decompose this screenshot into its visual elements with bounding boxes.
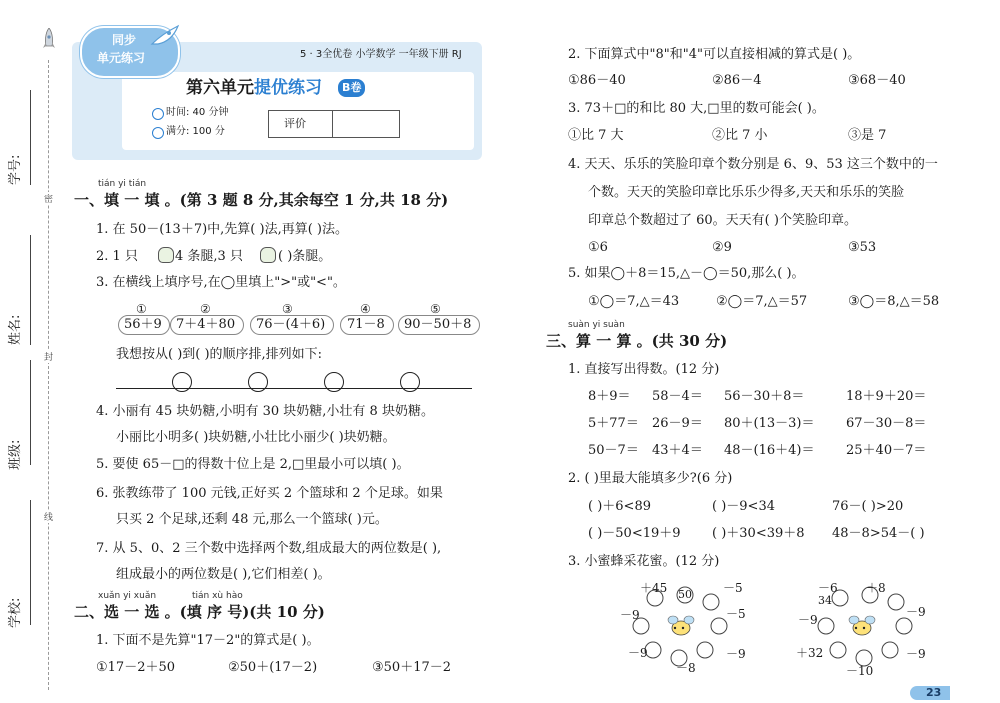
part2-pinyin-1: xuǎn yi xuǎn <box>98 591 157 601</box>
calc-3-3[interactable]: 48－(16＋4)＝ <box>724 443 815 458</box>
title-kind: 提优练习 <box>254 78 322 98</box>
flower1-label-4: －5 <box>726 607 746 621</box>
student-id-line[interactable] <box>30 90 31 185</box>
flower2-label-5: ＋32 <box>796 646 824 660</box>
flower1-label-3: －9 <box>620 608 640 622</box>
p2-q3: 3. 73＋□的和比 80 大,□里的数可能会( )。 <box>568 101 825 116</box>
flower2-label-3: －9 <box>798 613 818 627</box>
calc-3-2[interactable]: 43＋4＝ <box>652 443 703 458</box>
calc-2-1[interactable]: 5＋77＝ <box>588 416 639 431</box>
p1-q4-line1: 4. 小丽有 45 块奶糖,小明有 30 块奶糖,小壮有 8 块奶糖。 <box>96 404 434 419</box>
p2-q1: 1. 下面不是先算"17－2"的算式是( )。 <box>96 633 320 648</box>
student-id-label: 学号: <box>8 154 23 185</box>
badge-line1: 同步 <box>112 33 137 47</box>
title-unit: 第六单元 <box>186 78 254 98</box>
p3-q1: 1. 直接写出得数。(12 分) <box>568 362 720 377</box>
frog-icon <box>158 247 174 263</box>
fill-1-1[interactable]: ( )＋6<89 <box>588 499 651 514</box>
part3-pinyin: suàn yi suàn <box>568 320 625 330</box>
p1-q4-line2: 小丽比小明多( )块奶糖,小壮比小丽少( )块奶糖。 <box>116 430 396 445</box>
calc-2-4[interactable]: 67－30－8＝ <box>846 416 927 431</box>
page-title <box>186 78 322 98</box>
part1-heading: 一、填 一 填 。(第 3 题 8 分,其余每空 1 分,共 18 分) <box>74 191 449 209</box>
p1-q1: 1. 在 50－(13＋7)中,先算( )法,再算( )法。 <box>96 222 348 237</box>
p2-q1-opt-3[interactable]: ③50＋17－2 <box>372 660 452 675</box>
flower1-label-5: －9 <box>628 646 648 660</box>
p2-q3-opt-1[interactable]: ①比 7 大 <box>568 128 624 143</box>
p1-q2-b: 4 条腿,3 只 <box>175 249 243 264</box>
flower1-label-7: －8 <box>676 661 696 675</box>
flower2-center: 34 <box>818 594 832 607</box>
p1-q7-line2: 组成最小的两位数是( ),它们相差( )。 <box>116 567 331 582</box>
p2-q4-line2: 个数。天天的笑脸印章比乐乐少得多,天天和乐乐的笑脸 <box>588 185 905 200</box>
title-tag: B卷 <box>338 79 365 97</box>
eval-label: 评价 <box>284 117 306 130</box>
p2-q1-opt-1[interactable]: ①17－2＋50 <box>96 660 176 675</box>
compare-circle-3[interactable] <box>324 372 344 392</box>
p2-q4-line3: 印章总个数超过了 60。天天有( )个笑脸印章。 <box>588 213 857 228</box>
p1-q2-c: ( )条腿。 <box>278 249 332 264</box>
order-blank-4[interactable] <box>348 372 398 388</box>
order-blank-1[interactable] <box>116 372 166 388</box>
school-label: 学校: <box>8 597 23 628</box>
order-blank-3[interactable] <box>272 372 322 388</box>
calc-1-4[interactable]: 18＋9＋20＝ <box>846 389 927 404</box>
card-2-num: ② <box>200 302 211 316</box>
badge-line2: 单元练习 <box>97 51 146 65</box>
p3-q3: 3. 小蜜蜂采花蜜。(12 分) <box>568 554 720 569</box>
p3-q2: 2. ( )里最大能填多少?(6 分) <box>568 471 733 486</box>
flower1-label-2: －5 <box>723 581 743 595</box>
calc-2-3[interactable]: 80＋(13－3)＝ <box>724 416 815 431</box>
frog-icon <box>260 247 276 263</box>
calc-3-4[interactable]: 25＋40－7＝ <box>846 443 927 458</box>
flower2-label-4: －9 <box>906 605 926 619</box>
school-line[interactable] <box>30 500 31 625</box>
flower2-label-1: －6 <box>818 581 838 595</box>
calc-1-1[interactable]: 8＋9＝ <box>588 389 631 404</box>
p2-q4-line1: 4. 天天、乐乐的笑脸印章个数分别是 6、9、53 这三个数中的一 <box>568 157 938 172</box>
p2-q2: 2. 下面算式中"8"和"4"可以直接相减的算式是( )。 <box>568 47 861 62</box>
p2-q5: 5. 如果◯＋8＝15,△－◯＝50,那么( )。 <box>568 266 805 281</box>
p2-q2-opt-1[interactable]: ①86－40 <box>568 73 626 88</box>
series-info: 5 · 3全优卷 小学数学 一年级下册 RJ <box>300 49 462 60</box>
rocket-icon <box>150 24 180 50</box>
p2-q4-opt-3[interactable]: ③53 <box>848 240 877 255</box>
order-blank-2[interactable] <box>196 372 246 388</box>
flower1-label-6: －9 <box>726 647 746 661</box>
p2-q3-opt-3[interactable]: ③是 7 <box>848 128 887 143</box>
cut-line <box>48 60 49 690</box>
fill-1-3[interactable]: 76－( )>20 <box>832 499 904 514</box>
p2-q5-opt-1[interactable]: ①◯＝7,△＝43 <box>588 294 680 309</box>
p1-q6-line1: 6. 张教练带了 100 元钱,正好买 2 个篮球和 2 个足球。如果 <box>96 486 443 501</box>
seal-mark-feng: 封 <box>44 350 53 363</box>
class-line[interactable] <box>30 360 31 465</box>
flower2-label-7: －10 <box>846 664 874 678</box>
page-number: 23 <box>926 686 942 699</box>
compare-circle-4[interactable] <box>400 372 420 392</box>
p2-q2-opt-2[interactable]: ②86－4 <box>712 73 762 88</box>
card-4-num: ④ <box>360 302 371 316</box>
part3-heading: 三、算 一 算 。(共 30 分) <box>546 332 728 350</box>
p2-q5-opt-2[interactable]: ②◯＝7,△＝57 <box>716 294 808 309</box>
p2-q3-opt-2[interactable]: ②比 7 小 <box>712 128 768 143</box>
card-5-num: ⑤ <box>430 302 441 316</box>
flower2-label-6: －9 <box>906 647 926 661</box>
p1-q7-line1: 7. 从 5、0、2 三个数中选择两个数,组成最大的两位数是( ), <box>96 541 442 556</box>
eval-input[interactable] <box>334 111 396 135</box>
name-label: 姓名: <box>8 314 23 345</box>
compare-circle-2[interactable] <box>248 372 268 392</box>
seal-mark-mi: 密 <box>44 192 53 205</box>
flower1-label-1: ＋45 <box>640 581 668 595</box>
full-score: 满分: 100 分 <box>166 126 225 137</box>
class-label: 班级: <box>8 439 23 470</box>
rocket-icon <box>42 28 56 58</box>
part2-pinyin-2: tián xù hào <box>192 591 243 601</box>
fill-2-1[interactable]: ( )－50<19＋9 <box>588 526 681 541</box>
card-1-expr: 56＋9 <box>124 317 162 332</box>
calc-2-2[interactable]: 26－9＝ <box>652 416 703 431</box>
compare-circle-1[interactable] <box>172 372 192 392</box>
card-3-expr: 76－(4＋6) <box>256 317 326 332</box>
name-line[interactable] <box>30 235 31 345</box>
p1-q2-a: 2. 1 只 <box>96 249 138 264</box>
card-2-expr: 7＋4＋80 <box>176 317 236 332</box>
calc-1-2[interactable]: 58－4＝ <box>652 389 703 404</box>
p1-q3-order: 我想按从( )到( )的顺序排,排列如下: <box>116 347 323 362</box>
card-3-num: ③ <box>282 302 293 316</box>
p2-q4-opt-1[interactable]: ①6 <box>588 240 608 255</box>
calc-3-1[interactable]: 50－7＝ <box>588 443 639 458</box>
fill-2-2[interactable]: ( )＋30<39＋8 <box>712 526 805 541</box>
p2-q1-opt-2[interactable]: ②50＋(17－2) <box>228 660 318 675</box>
p1-q5: 5. 要使 65－□的得数十位上是 2,□里最小可以填( )。 <box>96 457 410 472</box>
p2-q4-opt-2[interactable]: ②9 <box>712 240 732 255</box>
clock-icon <box>152 108 164 120</box>
fill-2-3[interactable]: 48－8>54－( ) <box>832 526 925 541</box>
p1-q6-line2: 只买 2 个足球,还剩 48 元,那么一个篮球( )元。 <box>116 512 388 527</box>
card-1-num: ① <box>136 302 147 316</box>
part1-pinyin: tián yi tián <box>98 179 147 189</box>
card-5-expr: 90－50＋8 <box>404 317 472 332</box>
flower2-label-2: ＋8 <box>866 581 886 595</box>
flower1-center: 50 <box>678 588 692 601</box>
order-line <box>116 388 472 389</box>
part2-heading: 二、选 一 选 。(填 序 号)(共 10 分) <box>74 603 325 621</box>
time-limit: 时间: 40 分钟 <box>166 107 229 118</box>
p2-q2-opt-3[interactable]: ③68－40 <box>848 73 906 88</box>
p2-q5-opt-3[interactable]: ③◯＝8,△＝58 <box>848 294 940 309</box>
fill-1-2[interactable]: ( )－9<34 <box>712 499 775 514</box>
check-icon <box>152 127 164 139</box>
binding-strip <box>0 0 60 703</box>
calc-1-3[interactable]: 56－30＋8＝ <box>724 389 805 404</box>
seal-mark-xian: 线 <box>44 510 53 523</box>
card-4-expr: 71－8 <box>347 317 385 332</box>
p1-q3: 3. 在横线上填序号,在◯里填上">"或"<"。 <box>96 275 346 290</box>
eval-divider <box>332 110 333 138</box>
